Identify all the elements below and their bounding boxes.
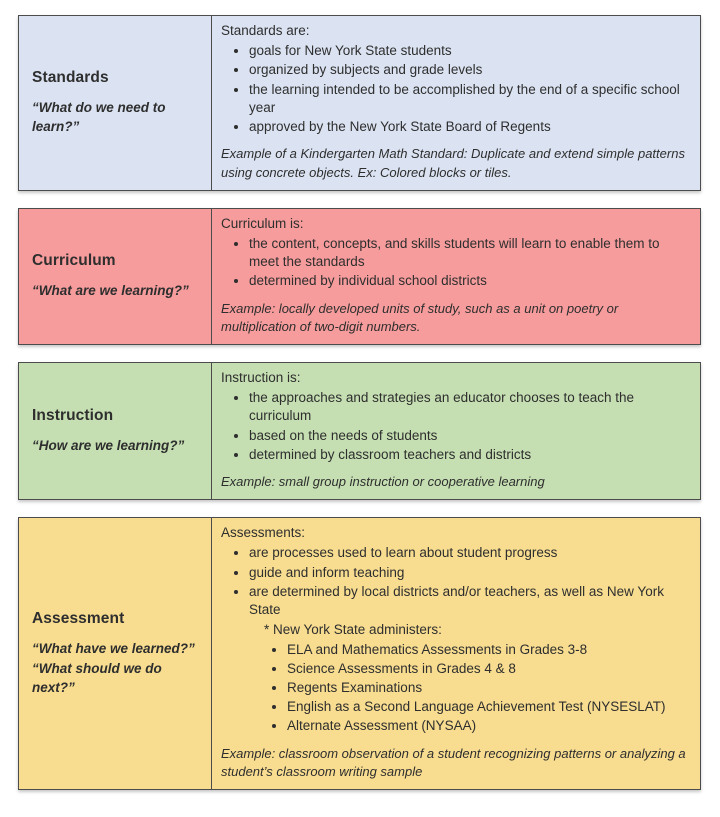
bullet-item xyxy=(249,81,688,117)
example-text: Example: locally developed units of study, such as a unit on poetry or multiplication of two-digit numbers. xyxy=(221,300,619,334)
term-title: Standards xyxy=(32,69,109,87)
bullet-text: goals for New York State students xyxy=(249,43,452,59)
bullet-text: guide and inform teaching xyxy=(249,564,405,580)
bullet-text: determined by individual school districts xyxy=(249,273,487,289)
sub-bullet-item: • Regents Examinations xyxy=(287,679,688,697)
sub-bullet-item: • Science Assessments in Grades 4 & 8 xyxy=(287,660,688,678)
term-title: Curriculum xyxy=(32,252,116,270)
bullet-item xyxy=(249,61,688,79)
sub-bullet-item: • English as a Second Language Achievement Test (NYSESLAT) xyxy=(287,698,688,716)
term-quote: “What do we need to learn?” xyxy=(32,100,166,135)
term-quote: “How are we learning?” xyxy=(32,438,185,453)
definition-cell xyxy=(212,518,700,789)
bullet-text: are processes used to learn about student progress xyxy=(249,545,558,561)
bullet-text: the approaches and strategies an educator chooses to teach the curriculum xyxy=(249,390,635,424)
bullet-text: organized by subjects and grade levels xyxy=(249,62,483,78)
term-title: Assessment xyxy=(32,610,125,628)
term-cell xyxy=(19,363,212,499)
term-quotes xyxy=(32,98,198,136)
term-quotes xyxy=(32,639,198,696)
bullet-item xyxy=(249,118,688,136)
term-quote: “What are we learning?” xyxy=(32,283,189,299)
term-quote: “What should we do next?” xyxy=(32,660,162,695)
bullet-item xyxy=(249,235,688,271)
bullet-text: determined by classroom teachers and districts xyxy=(249,446,532,462)
bullet-text: are determined by local districts and/or teachers, as well as New York State xyxy=(249,583,664,618)
bullet-item xyxy=(249,564,688,582)
bullet-list xyxy=(221,389,688,464)
bullet-list xyxy=(221,235,688,291)
definition-cell xyxy=(212,363,700,499)
section-curriculum xyxy=(18,208,701,345)
definition-heading: Curriculum is: xyxy=(221,215,304,231)
definition-heading: Instruction is: xyxy=(221,369,301,385)
example-text: Example: small group instruction or cooperative learning xyxy=(221,474,545,490)
section-assessment xyxy=(18,517,701,790)
bullet-list xyxy=(221,42,688,136)
example-text: Example of a Kindergarten Math Standard: Duplicate and extend simple patterns using concrete objects. Ex: Colored blocks or tiles. xyxy=(221,146,685,180)
bullet-item xyxy=(249,389,688,425)
section-standards xyxy=(18,15,701,191)
term-quote: “What have we learned?” xyxy=(32,641,195,657)
sub-list-heading: * New York State administers: xyxy=(264,622,442,638)
term-cell xyxy=(19,209,212,344)
section-instruction xyxy=(18,362,701,500)
bullet-text: the content, concepts, and skills students will learn to enable them to meet the standards xyxy=(249,235,660,270)
definition-cell xyxy=(212,16,700,190)
definition-heading: Standards are: xyxy=(221,23,310,38)
example-text: Example: classroom observation of a student recognizing patterns or analyzing a student’s classroom writing sample xyxy=(221,745,686,779)
bullet-item xyxy=(249,272,688,290)
bullet-text: the learning intended to be accomplished by the end of a specific school year xyxy=(249,81,680,115)
sub-bullet-item: • Alternate Assessment (NYSAA) xyxy=(287,717,688,735)
bullet-item xyxy=(249,446,688,464)
bullet-text: based on the needs of students xyxy=(249,427,438,443)
sub-bullet-item: • ELA and Mathematics Assessments in Grades 3-8 xyxy=(287,641,688,659)
term-cell xyxy=(19,518,212,789)
term-quotes xyxy=(32,436,198,455)
bullet-list xyxy=(221,544,688,735)
term-title: Instruction xyxy=(32,407,114,424)
bullet-item xyxy=(249,427,688,445)
bullet-item xyxy=(249,544,688,562)
bullet-text: approved by the New York State Board of Regents xyxy=(249,119,551,135)
sections-container xyxy=(18,15,701,790)
term-cell xyxy=(19,16,212,190)
sub-bullet-list xyxy=(249,641,688,736)
definition-heading: Assessments: xyxy=(221,525,306,541)
bullet-item xyxy=(249,583,688,736)
term-quotes xyxy=(32,281,198,300)
definition-cell xyxy=(212,209,700,344)
bullet-item xyxy=(249,42,688,60)
